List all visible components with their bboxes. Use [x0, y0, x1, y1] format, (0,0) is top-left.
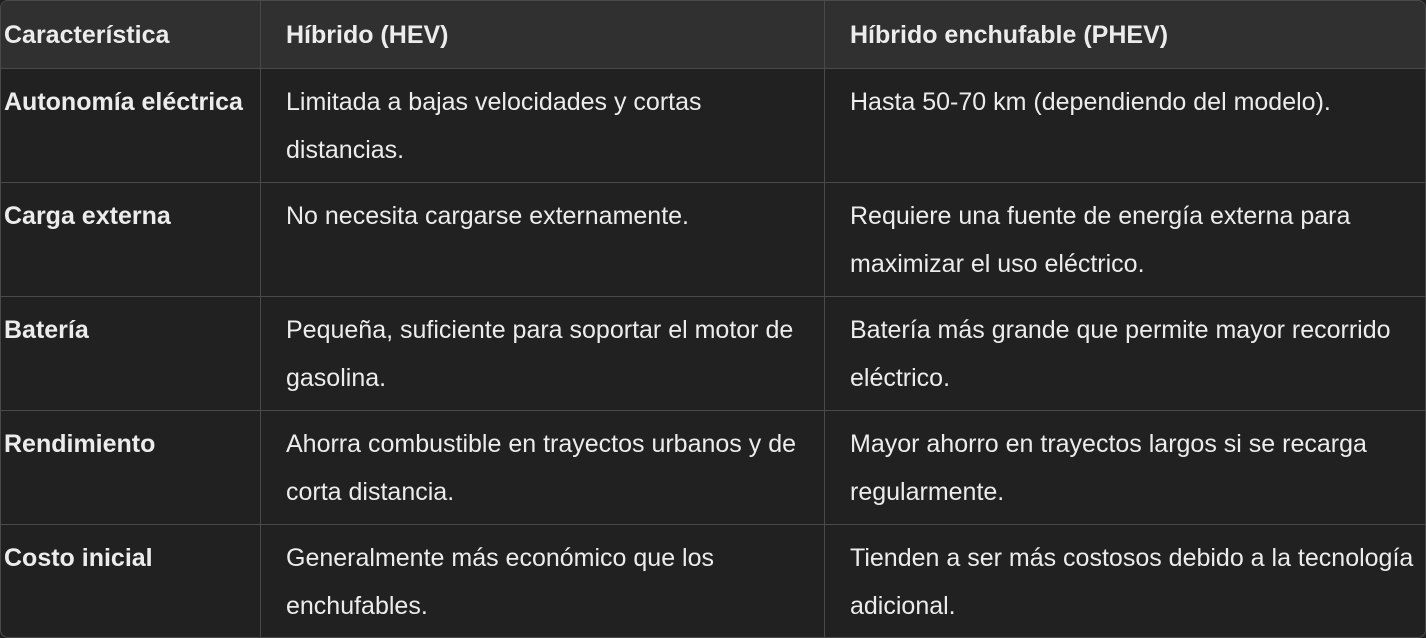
- row-phev-cell: Tienden a ser más costosos debido a la tecnología adicional.: [824, 525, 1426, 638]
- row-feature-cell: Carga externa: [4, 202, 171, 230]
- table-row: [1, 182, 1425, 296]
- row-feature-cell: Costo inicial: [4, 544, 153, 572]
- row-phev-cell: Batería más grande que permite mayor recorrido eléctrico.: [824, 297, 1426, 410]
- row-hev-cell: No necesita cargarse externamente.: [260, 183, 824, 296]
- table-row: [1, 68, 1425, 182]
- row-phev-cell: Mayor ahorro en trayectos largos si se recarga regularmente.: [824, 411, 1426, 524]
- row-phev-cell: Requiere una fuente de energía externa para maximizar el uso eléctrico.: [824, 183, 1426, 296]
- table-header-row: [1, 1, 1425, 68]
- row-hev-cell: Generalmente más económico que los enchufables.: [260, 525, 824, 638]
- row-hev-cell: Limitada a bajas velocidades y cortas distancias.: [260, 69, 824, 182]
- row-phev-cell: Hasta 50-70 km (dependiendo del modelo).: [824, 69, 1426, 182]
- table-row: [1, 524, 1425, 638]
- row-hev-cell: Pequeña, suficiente para soportar el motor de gasolina.: [260, 297, 824, 410]
- header-cell-hev: Híbrido (HEV): [260, 1, 824, 68]
- row-feature-cell: Rendimiento: [4, 430, 156, 458]
- row-feature-cell: Autonomía eléctrica: [4, 88, 243, 116]
- header-cell-feature: Característica: [4, 20, 170, 49]
- row-hev-cell: Ahorra combustible en trayectos urbanos y de corta distancia.: [260, 411, 824, 524]
- table-row: [1, 296, 1425, 410]
- row-feature-cell: Batería: [4, 316, 89, 344]
- table-row: [1, 410, 1425, 524]
- header-cell-phev: Híbrido enchufable (PHEV): [824, 1, 1426, 68]
